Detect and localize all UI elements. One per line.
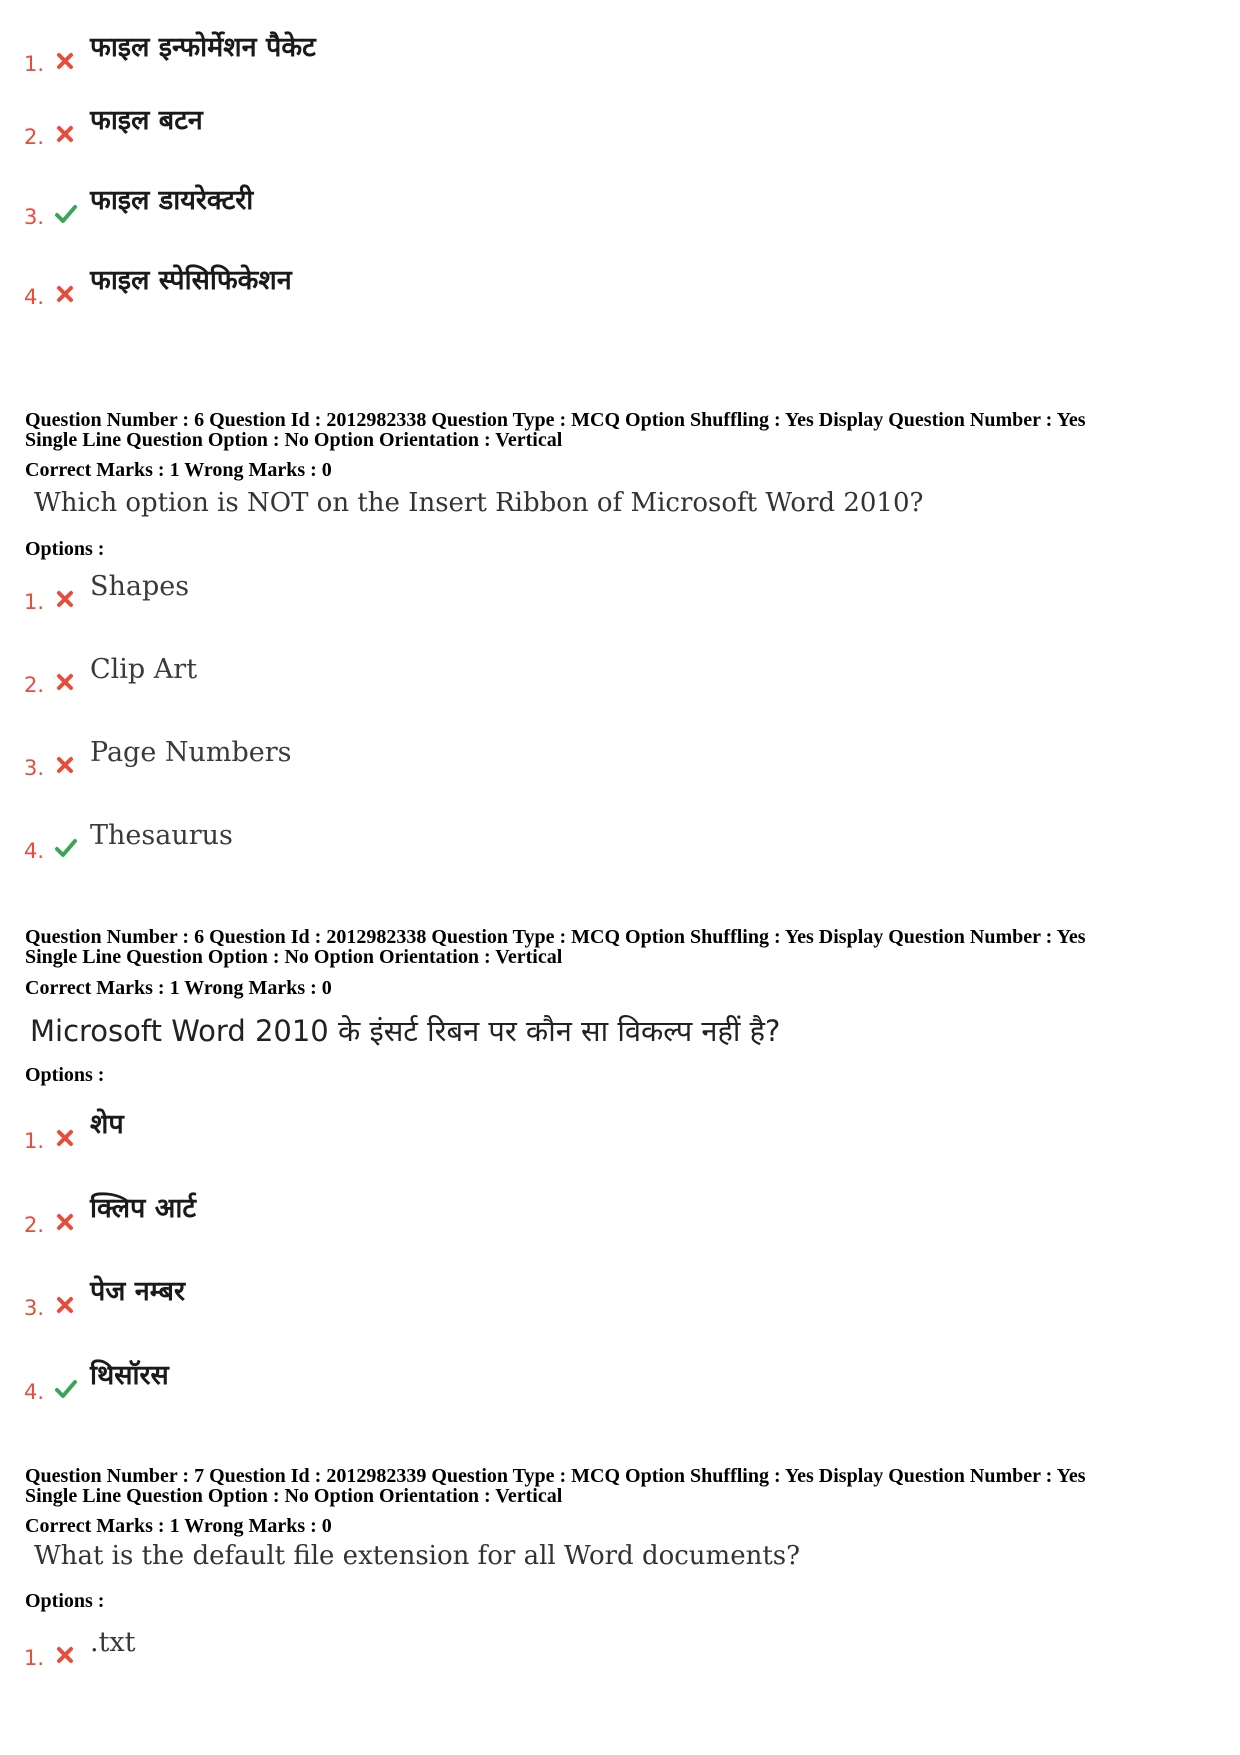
- option-number: 2.: [24, 125, 45, 149]
- option-number: 3.: [24, 1296, 45, 1320]
- option-row: [24, 1189, 924, 1239]
- option-text: .txt: [90, 1627, 136, 1658]
- option-text: पेज नम्बर: [90, 1276, 185, 1307]
- cross-icon: [54, 1644, 76, 1666]
- check-icon: [54, 203, 76, 225]
- cross-icon: [54, 123, 76, 145]
- question-meta-line: Question Number : 6 Question Id : 2012982338 Question Type : MCQ Option Shuffling : Yes Display Question Number : Yes: [25, 409, 1086, 431]
- option-text: फाइल डायरेक्टरी: [90, 185, 254, 216]
- options-label: Options :: [25, 538, 105, 560]
- question-header: [25, 927, 1225, 967]
- option-text: क्लिप आर्ट: [90, 1193, 196, 1224]
- check-icon: [54, 837, 76, 859]
- option-number: 1.: [24, 1646, 45, 1670]
- option-text: थिसॉरस: [90, 1360, 169, 1391]
- option-text: फाइल स्पेसिफिकेशन: [90, 265, 292, 296]
- question-meta-line: Single Line Question Option : No Option Orientation : Vertical: [25, 429, 563, 451]
- option-row: [24, 732, 924, 782]
- cross-icon: [54, 1127, 76, 1149]
- cross-icon: [54, 50, 76, 72]
- question-meta-line: Single Line Question Option : No Option Orientation : Vertical: [25, 1485, 563, 1507]
- question-header: [25, 1466, 1225, 1506]
- option-row: [24, 566, 924, 616]
- option-row: [24, 1105, 924, 1155]
- check-icon: [54, 1378, 76, 1400]
- option-number: 4.: [24, 839, 45, 863]
- marks-line: Correct Marks : 1 Wrong Marks : 0: [25, 977, 332, 999]
- option-row: [24, 181, 924, 231]
- marks-line: Correct Marks : 1 Wrong Marks : 0: [25, 459, 332, 481]
- option-text: Page Numbers: [90, 737, 292, 768]
- option-row: [24, 815, 924, 865]
- option-row: [24, 101, 924, 151]
- option-number: 1.: [24, 1129, 45, 1153]
- question-text: What is the default file extension for all Word documents?: [34, 1541, 801, 1571]
- option-number: 3.: [24, 205, 45, 229]
- option-text: Clip Art: [90, 654, 198, 685]
- cross-icon: [54, 588, 76, 610]
- option-number: 1.: [24, 590, 45, 614]
- option-text: फाइल इन्फोर्मेशन पैकेट: [90, 32, 316, 63]
- question-header: [25, 410, 1225, 450]
- option-number: 2.: [24, 1213, 45, 1237]
- option-number: 4.: [24, 285, 45, 309]
- option-row: [24, 649, 924, 699]
- option-row: [24, 1272, 924, 1322]
- options-label: Options :: [25, 1590, 105, 1612]
- question-meta-line: Question Number : 7 Question Id : 2012982339 Question Type : MCQ Option Shuffling : Yes Display Question Number : Yes: [25, 1465, 1086, 1487]
- question-text: Which option is NOT on the Insert Ribbon of Microsoft Word 2010?: [34, 488, 924, 518]
- cross-icon: [54, 283, 76, 305]
- option-text: Thesaurus: [90, 820, 233, 851]
- question-meta-line: Question Number : 6 Question Id : 2012982338 Question Type : MCQ Option Shuffling : Yes Display Question Number : Yes: [25, 926, 1086, 948]
- options-label: Options :: [25, 1064, 105, 1086]
- option-number: 3.: [24, 756, 45, 780]
- option-number: 4.: [24, 1380, 45, 1404]
- cross-icon: [54, 754, 76, 776]
- marks-line: Correct Marks : 1 Wrong Marks : 0: [25, 1515, 332, 1537]
- option-number: 2.: [24, 673, 45, 697]
- option-text: Shapes: [90, 571, 190, 602]
- option-row: [24, 1356, 924, 1406]
- cross-icon: [54, 1211, 76, 1233]
- question-meta-line: Single Line Question Option : No Option Orientation : Vertical: [25, 946, 563, 968]
- cross-icon: [54, 671, 76, 693]
- option-row: [24, 28, 924, 78]
- option-text: फाइल बटन: [90, 105, 203, 136]
- option-row: [24, 1622, 924, 1672]
- option-row: [24, 261, 924, 311]
- option-text: शेप: [90, 1109, 124, 1140]
- option-number: 1.: [24, 52, 45, 76]
- cross-icon: [54, 1294, 76, 1316]
- question-text: Microsoft Word 2010 के इंसर्ट रिबन पर कौन सा विकल्प नहीं है?: [30, 1014, 781, 1048]
